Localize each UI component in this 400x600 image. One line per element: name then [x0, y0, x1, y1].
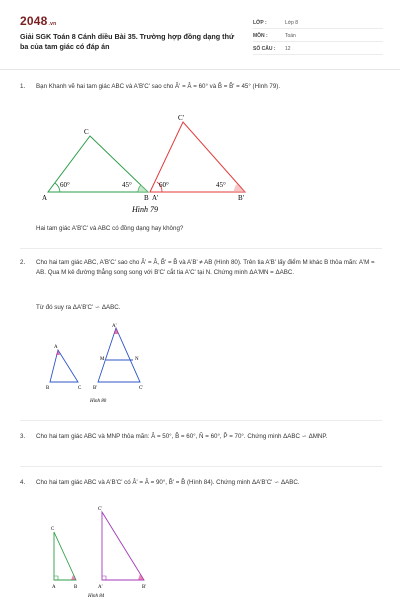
question-text: Cho hai tam giác ABC và A'B'C' có Â' = Â = 90°, B̂' = B̂ (Hình 84). Chứng minh ΔA'B'C' ∽ ΔABC.	[36, 479, 300, 486]
triangle-abc-prime	[98, 328, 140, 382]
vertex-label-m: M	[100, 357, 105, 362]
vertex-label-b-prime: B'	[238, 194, 244, 202]
meta-label: SỐ CÂU :	[253, 46, 276, 52]
triangle-abc	[54, 532, 76, 580]
question-2-followup: Từ đó suy ra ΔA'B'C' ∽ ΔABC.	[36, 304, 121, 311]
question-number: 1.	[20, 83, 26, 90]
vertex-label-c-prime: C'	[98, 507, 103, 512]
divider	[20, 466, 382, 467]
divider	[20, 248, 382, 249]
vertex-label-b-prime: B'	[142, 585, 147, 590]
vertex-label-b-prime: B'	[93, 386, 98, 391]
vertex-label-c: C	[51, 527, 55, 532]
vertex-label-c: C	[78, 386, 82, 391]
question-number: 4.	[20, 479, 26, 486]
page-title: Giải SGK Toán 8 Cánh diều Bài 35. Trường hợp đồng dạng thứ ba của tam giác có đáp án	[20, 32, 235, 51]
angle-label-a-prime: 60°	[159, 181, 169, 189]
vertex-label-a-prime: A'	[98, 585, 103, 590]
right-angle-mark-a	[54, 576, 58, 580]
angle-fill-b	[138, 185, 148, 192]
vertex-label-c-prime: C'	[178, 114, 184, 122]
site-logo[interactable]	[20, 14, 56, 28]
meta-value: Lớp 8	[285, 20, 299, 26]
logo-text: 2048	[20, 14, 48, 28]
meta-row-subject	[253, 29, 383, 42]
figure-79	[40, 110, 280, 220]
angle-label-b-prime: 45°	[216, 181, 226, 189]
page-header	[0, 0, 400, 70]
meta-table	[253, 16, 383, 55]
question-number: 3.	[20, 433, 26, 440]
figure-caption: Hình 84	[88, 594, 105, 599]
vertex-label-a: A	[52, 585, 56, 590]
question-text: Cho hai tam giác ABC, A'B'C' sao cho Â' = Â, B̂' = B̂ và A'B' ≠ AB (Hình 80). Trên tia A'B' lấy điểm M khác B thỏa mãn: A'M = AB. Qua M kẻ đường thẳng song song với B'C' cắt tia A'C' tại N. Chứng minh ΔA'MN = ΔABC.	[36, 259, 375, 276]
vertex-label-c-prime: C'	[139, 386, 144, 391]
figure-80	[40, 320, 170, 410]
vertex-label-a-prime: A'	[152, 194, 159, 202]
question-1-followup: Hai tam giác A'B'C' và ABC có đồng dạng hay không?	[36, 225, 184, 232]
vertex-label-a-prime: A'	[112, 324, 117, 329]
vertex-label-b: B	[144, 194, 149, 202]
angle-label-a: 60°	[60, 181, 70, 189]
triangle-abc	[50, 350, 78, 382]
figure-caption: Hình 80	[90, 399, 107, 404]
vertex-label-a: A	[42, 194, 48, 202]
meta-row-count	[253, 42, 383, 55]
meta-label: LỚP :	[253, 20, 267, 26]
triangle-abc-prime	[102, 512, 144, 580]
divider	[20, 420, 382, 421]
figure-caption: Hình 79	[132, 205, 158, 214]
vertex-label-b: B	[46, 386, 50, 391]
meta-value: Toán	[285, 33, 296, 39]
angle-label-b: 45°	[122, 181, 132, 189]
meta-value: 12	[285, 46, 291, 52]
meta-row-grade	[253, 16, 383, 29]
figure-84	[40, 498, 170, 600]
vertex-label-c: C	[84, 128, 89, 136]
question-number: 2.	[20, 259, 26, 266]
logo-suffix: .vn	[48, 21, 57, 27]
right-angle-mark-a-prime	[102, 576, 106, 580]
meta-label: MÔN :	[253, 33, 268, 39]
vertex-label-a: A	[54, 345, 58, 350]
vertex-label-n: N	[135, 357, 139, 362]
question-text: Cho hai tam giác ABC và MNP thỏa mãn: Â = 50°, B̂ = 60°, N̂ = 60°, P̂ = 70°. Chứng minh ΔABC ∽ ΔMNP.	[36, 433, 328, 440]
vertex-label-b: B	[74, 585, 78, 590]
question-text: Bạn Khanh vẽ hai tam giác ABC và A'B'C' sao cho Â' = Â = 60° và B̂ = B̂' = 45° (Hình 79).	[36, 83, 281, 90]
